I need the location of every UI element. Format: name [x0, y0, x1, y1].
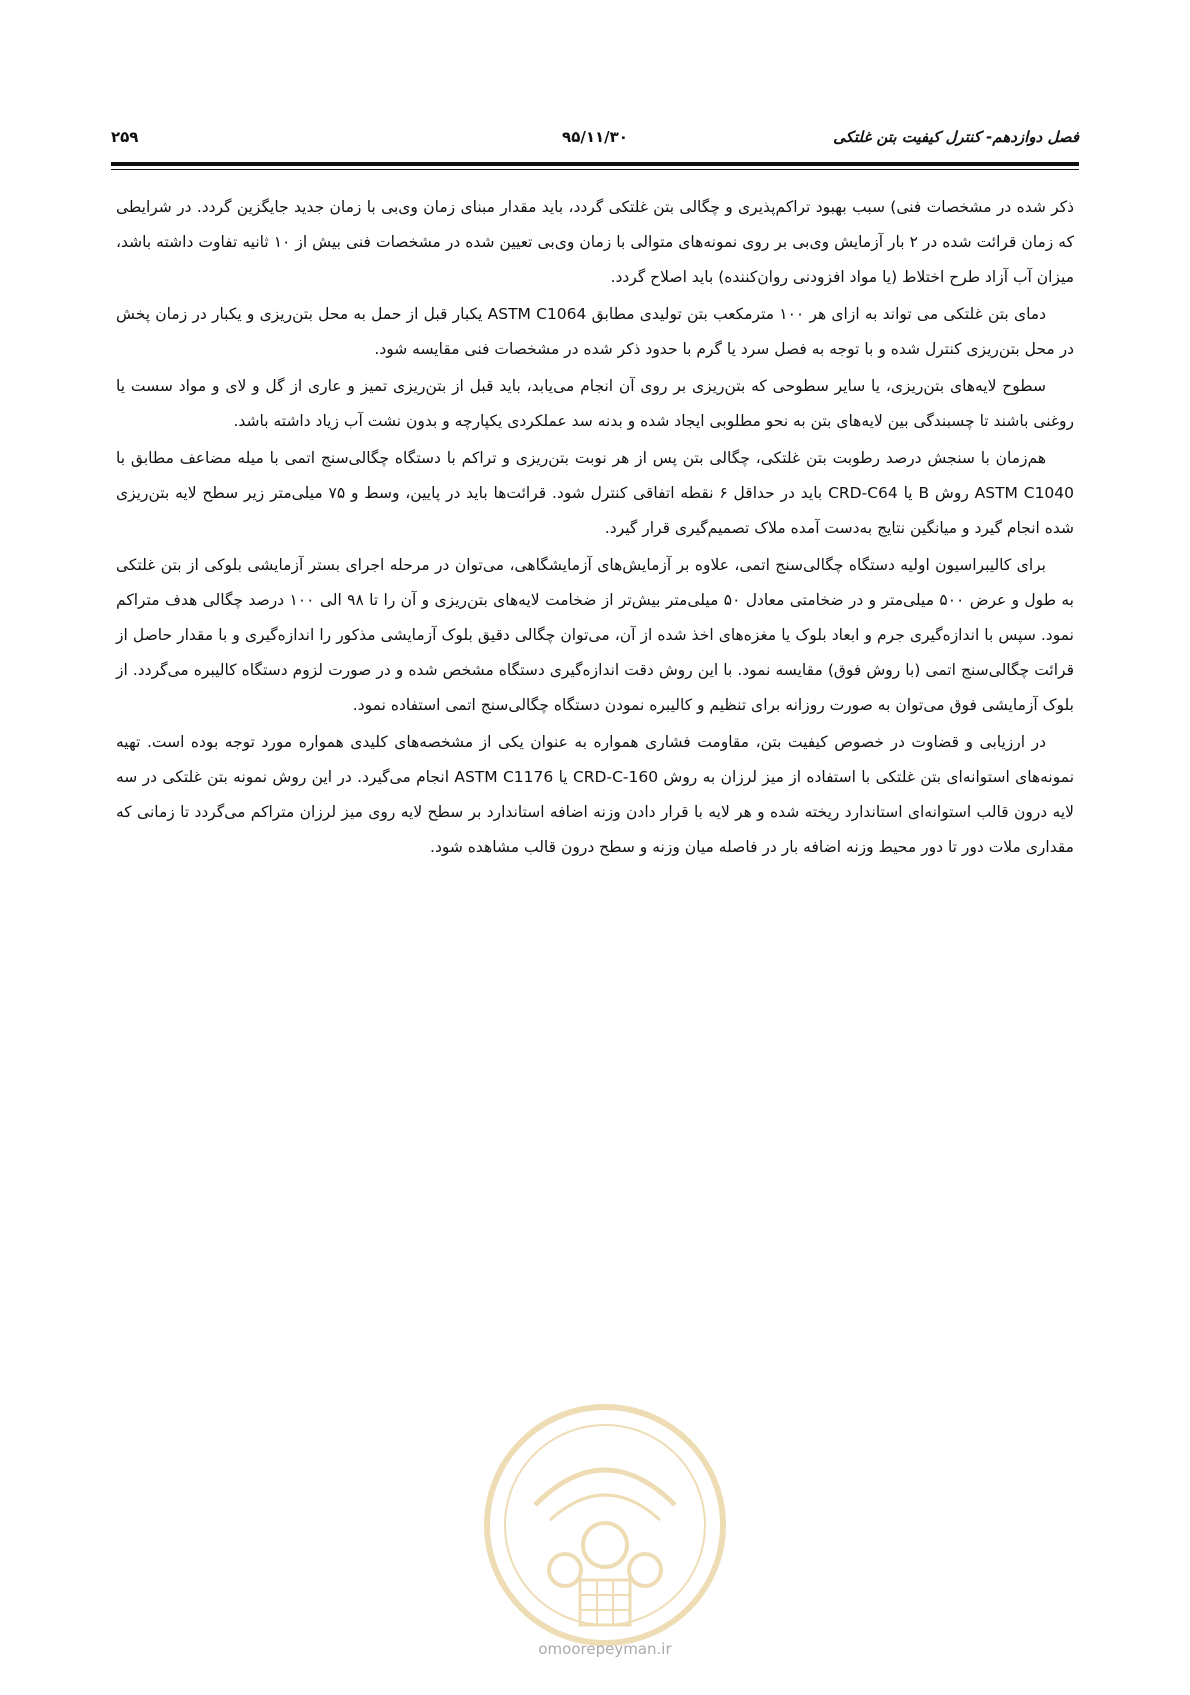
header-rule-thick [111, 162, 1079, 166]
body-text [116, 190, 1074, 867]
page-number: ۲۵۹ [111, 128, 139, 146]
paragraph-6: در ارزیابی و قضاوت در خصوص کیفیت بتن، مقاومت فشاری همواره به عنوان یکی از مشخصه‌های کلیدی همواره مورد توجه بوده است. تهیه نمونه‌های استوانه‌ای بتن غلتکی با استفاده از میز لرزان به روش CRD-C-160 یا ASTM C1176 انجام می‌گیرد. در این روش نمونه بتن غلتکی در سه لایه درون قالب استوانه‌ای استاندارد ریخته شده و هر لایه با قرار دادن وزنه اضافه استاندارد بر سطح لایه روی میز لرزان متراکم می‌گردد تا زمانی که مقداری ملات دور تا دور محیط وزنه اضافه بار در فاصله میان وزنه و سطح درون قالب مشاهده شود. [116, 733, 1075, 856]
chapter-title: فصل دوازدهم- کنترل کیفیت بتن غلتکی [833, 128, 1079, 146]
header-date: ۹۵/۱۱/۳۰ [562, 128, 628, 146]
paragraph-1: ذکر شده در مشخصات فنی) سبب بهبود تراکم‌پذیری و چگالی بتن غلتکی گردد، باید مقدار مبنای زمان وی‌بی با زمان جدید جایگزین گردد. در شرایطی که زمان قرائت شده در ۲ بار آزمایش وی‌بی بر روی نمونه‌های متوالی با زمان وی‌بی تعیین شده در مشخصات فنی بیش از ۱۰ ثانیه تفاوت داشته باشد، میزان آب آزاد طرح اختلاط (یا مواد افزودنی روان‌کننده) باید اصلاح گردد. [116, 198, 1074, 286]
paragraph-3: سطوح لایه‌های بتن‌ریزی، یا سایر سطوحی که بتن‌ریزی بر روی آن انجام می‌یابد، باید قبل از بتن‌ریزی تمیز و عاری از گل و لای و مواد سست یا روغنی باشند تا چسبندگی بین لایه‌های بتن به نحو مطلوبی ایجاد شده و بدنه سد عملکردی یکپارچه و بدون نشت آب زیاد داشته باشد. [116, 377, 1074, 430]
paragraph-2: دمای بتن غلتکی می تواند به ازای هر ۱۰۰ مترمکعب بتن تولیدی مطابق ASTM C1064 یکبار قبل از حمل به محل بتن‌ریزی و یکبار در زمان پخش در محل بتن‌ریزی کنترل شده و با توجه به فصل سرد یا گرم با حدود ذکر شده در مشخصات فنی مقایسه شود. [116, 305, 1074, 358]
page-header [111, 128, 1079, 158]
header-rule-thin [111, 169, 1079, 170]
watermark-url: omoorepeyman.ir [538, 1640, 672, 1658]
paragraph-4: هم‌زمان با سنجش درصد رطوبت بتن غلتکی، چگالی بتن پس از هر نوبت بتن‌ریزی و تراکم با دستگاه چگالی‌سنج اتمی با میله مضاعف مطابق با ASTM C1040 روش B یا CRD-C64 باید در حداقل ۶ نقطه اتفاقی کنترل شود. قرائت‌ها باید در پایین، وسط و ۷۵ میلی‌متر زیر سطح لایه بتن‌ریزی شده انجام گیرد و میانگین نتایج به‌دست آمده ملاک تصمیم‌گیری قرار گیرد. [116, 449, 1075, 537]
paragraph-5: برای کالیبراسیون اولیه دستگاه چگالی‌سنج اتمی، علاوه بر آزمایش‌های آزمایشگاهی، می‌توان در مرحله اجرای بستر آزمایشی بلوکی از بتن غلتکی به طول و عرض ۵۰۰ میلی‌متر و در ضخامتی معادل ۵۰ میلی‌متر بیش‌تر از ضخامت لایه‌های بتن‌ریزی و آن را تا ۹۸ الی ۱۰۰ درصد چگالی هدف متراکم نمود. سپس با اندازه‌گیری جرم و ابعاد بلوک یا مغزه‌های اخذ شده از آن، می‌توان چگالی دقیق بلوک آزمایشی مذکور را اندازه‌گیری و با مقدار حاصل از قرائت چگالی‌سنج اتمی (با روش فوق) مقایسه نمود. با این روش دقت اندازه‌گیری دستگاه مشخص شده و در صورت لزوم دستگاه کالیبره می‌گردد. از بلوک آزمایشی فوق می‌توان به صورت روزانه برای تنظیم و کالیبره نمودن دستگاه چگالی‌سنج اتمی استفاده نمود. [116, 556, 1074, 714]
